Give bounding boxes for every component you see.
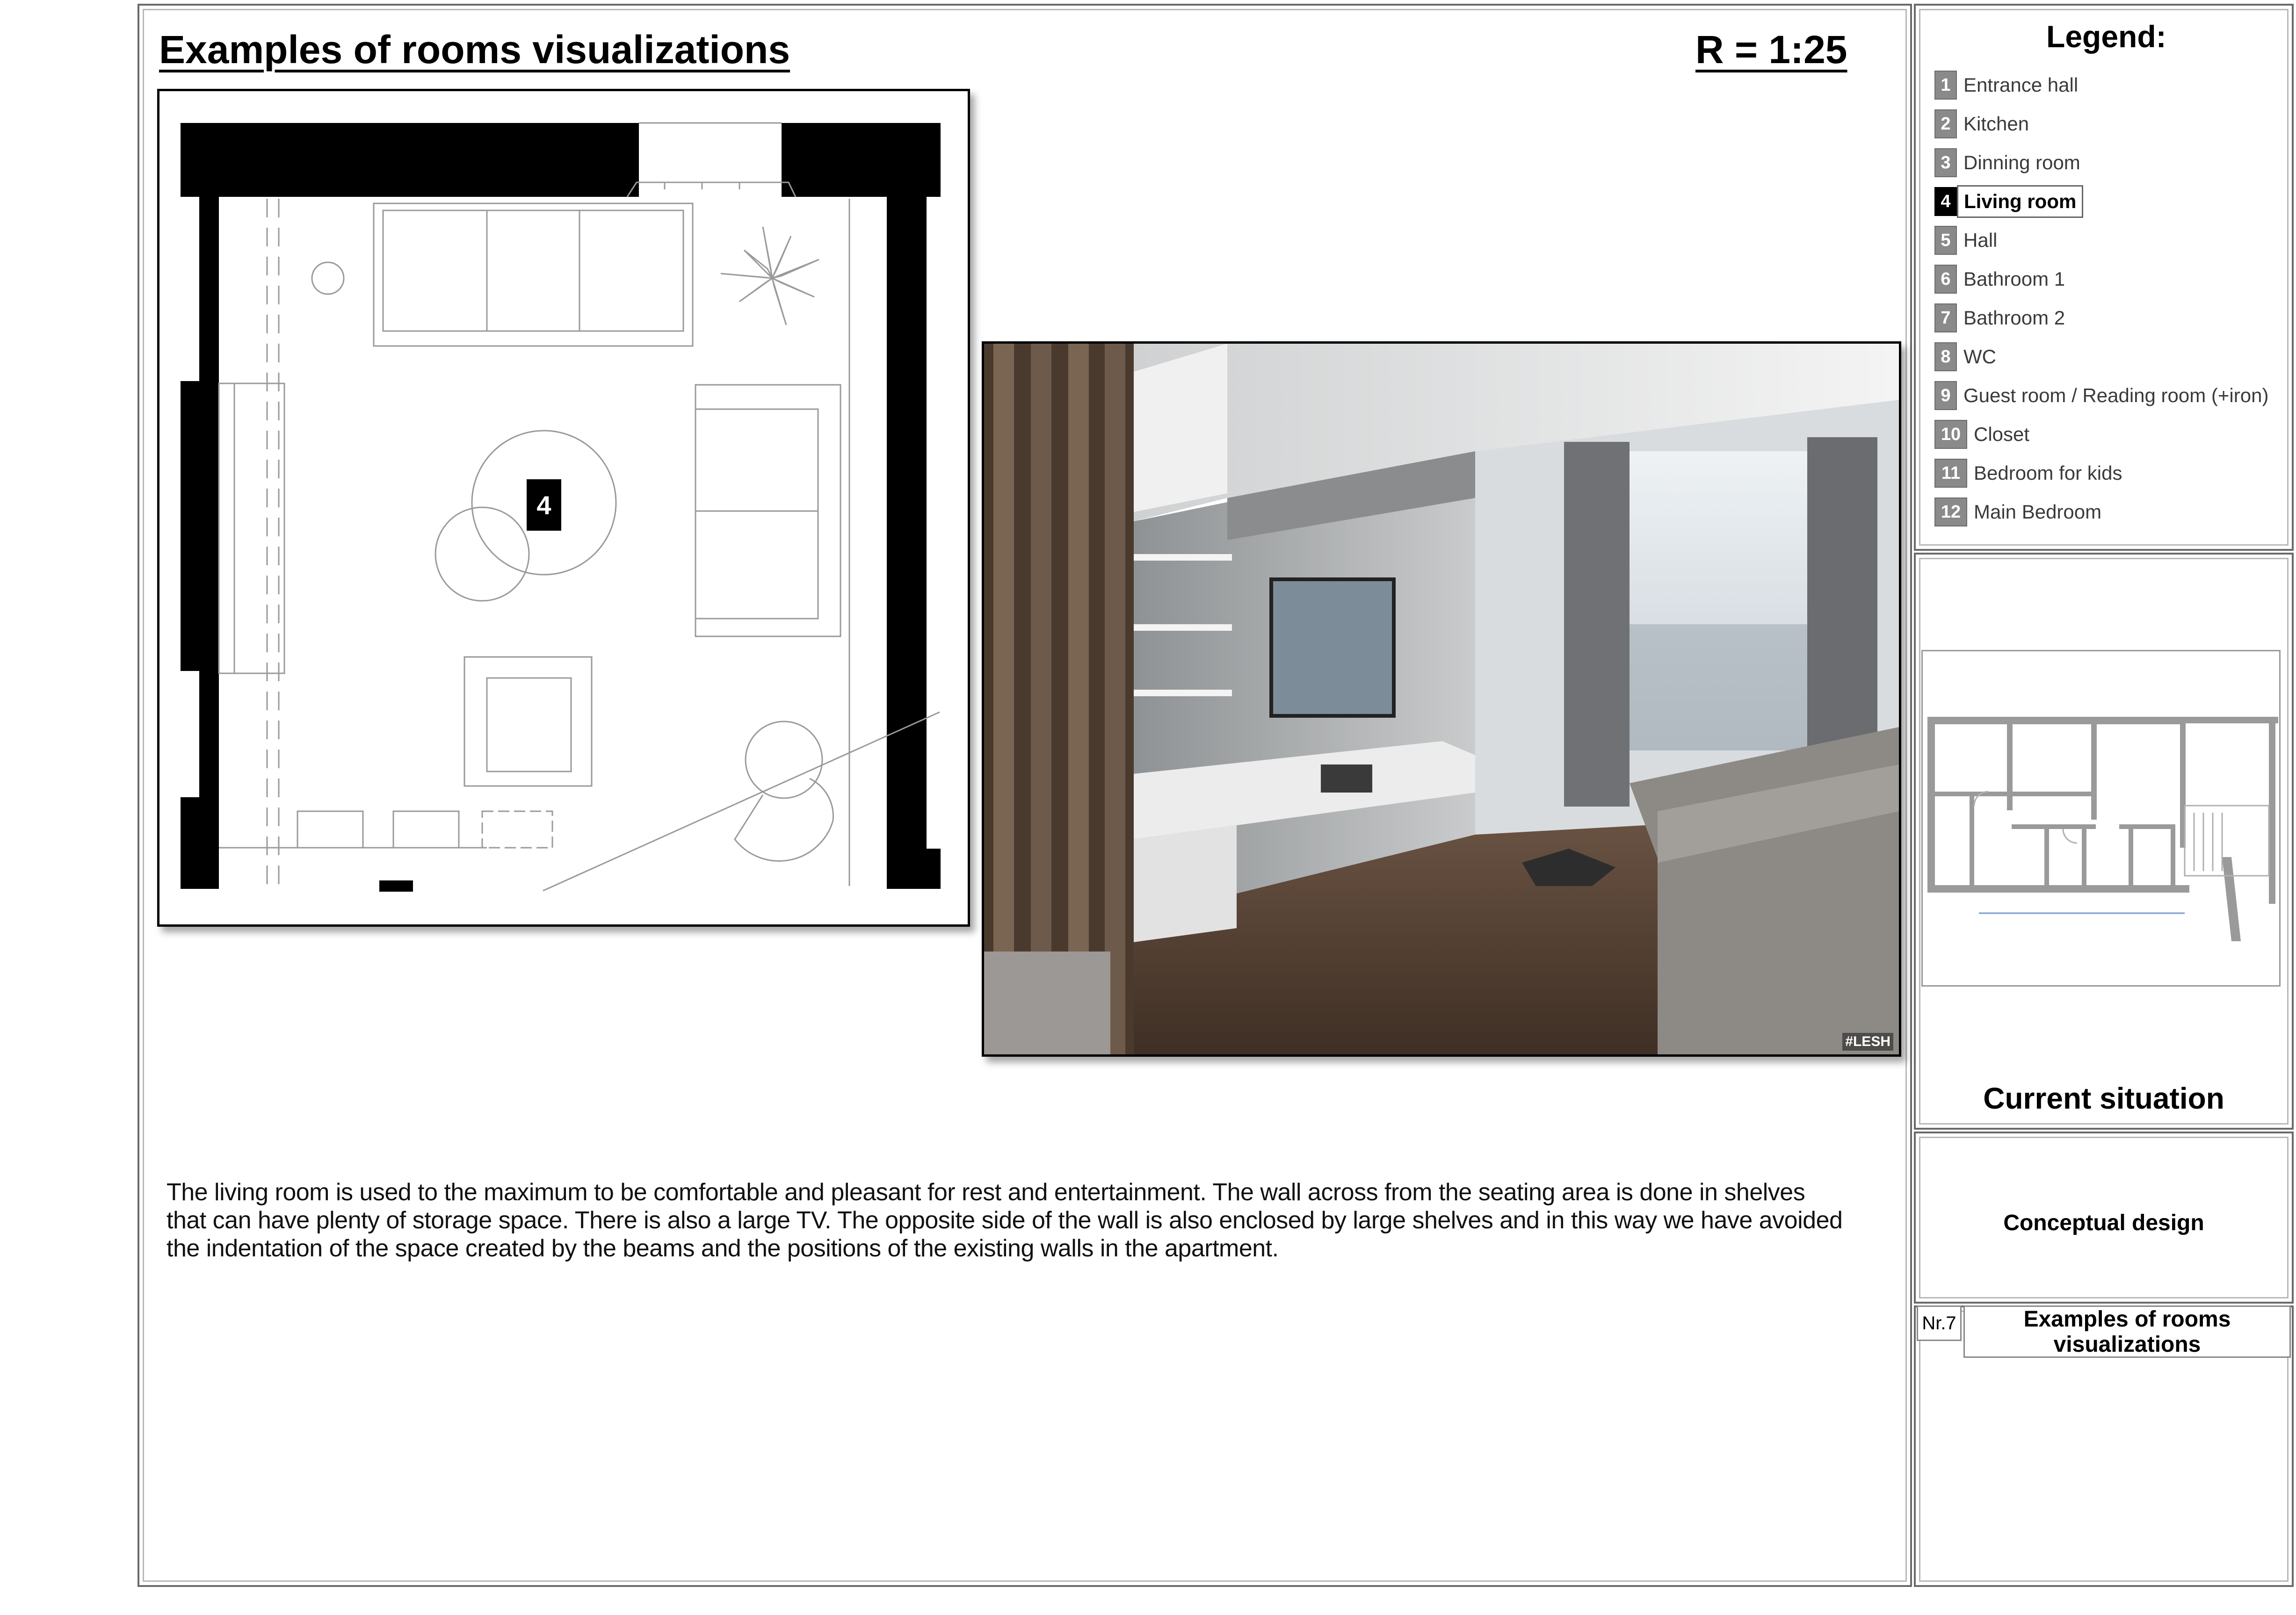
legend-badge: 6	[1934, 265, 1957, 294]
apartment-plan-thumbnail	[1921, 650, 2281, 987]
legend-item-entrance-hall	[1934, 70, 2078, 100]
legend-label: Entrance hall	[1963, 74, 2079, 96]
room-description: The living room is used to the maximum to be comfortable and pleasant for rest and entertainment. The wall across from the seating area is done in shelves that can have plenty of storage space. There is also a large TV. The opposite side of the wall is also enclosed by large shelves and in this way we have avoided the indentation of the space created by the beams and the positions of the existing walls in the apartment.	[167, 1179, 1843, 1262]
sheet-number: Nr.7	[1922, 1312, 1956, 1334]
legend-badge: 4	[1934, 187, 1957, 216]
render-illustration	[984, 344, 1899, 1054]
sheet-number-box	[1917, 1305, 1962, 1341]
legend-badge: 11	[1934, 459, 1967, 488]
legend-item-wc	[1934, 342, 1996, 372]
living-room-floor-plan	[159, 91, 968, 924]
sheet-title-line-2: visualizations	[2053, 1332, 2201, 1357]
legend-badge: 12	[1934, 497, 1967, 526]
sheet-title-line-1: Examples of rooms	[2023, 1307, 2231, 1332]
page-title: Examples of rooms visualizations	[159, 28, 790, 72]
room-marker-number: 4	[536, 490, 551, 520]
legend-label: Kitchen	[1963, 113, 2029, 135]
scale-label: R = 1:25	[1695, 28, 1847, 72]
legend-item-dinning-room	[1934, 148, 2080, 178]
legend-label: Bathroom 2	[1963, 307, 2065, 329]
legend-title: Legend:	[2046, 19, 2166, 54]
legend-item-bedroom-for-kids	[1934, 458, 2122, 488]
legend-badge: 5	[1934, 226, 1957, 255]
floor-plan-frame	[157, 89, 970, 927]
legend-item-hall	[1934, 225, 1997, 255]
room-marker	[527, 479, 561, 531]
legend-badge: 8	[1934, 342, 1957, 371]
current-situation-caption: Current situation	[1983, 1081, 2224, 1115]
legend-item-living-room	[1934, 187, 2083, 216]
living-room-render	[982, 341, 1901, 1057]
legend-item-bathroom-2	[1934, 303, 2065, 333]
legend-label: Dinning room	[1963, 151, 2080, 173]
legend-item-bathroom-1	[1934, 264, 2065, 294]
legend-item-guest-room	[1934, 381, 2268, 411]
legend-badge: 10	[1934, 420, 1967, 449]
render-watermark: #LESH	[1842, 1033, 1893, 1051]
sheet-title-box	[1963, 1305, 2291, 1358]
legend-label: Hall	[1963, 229, 1998, 251]
legend-label: Guest room / Reading room (+iron)	[1963, 384, 2269, 406]
legend-badge: 3	[1934, 148, 1957, 177]
legend-badge: 1	[1934, 71, 1957, 100]
conceptual-design-label: Conceptual design	[2003, 1211, 2204, 1235]
legend-label: Bedroom for kids	[1974, 462, 2122, 484]
legend-item-kitchen	[1934, 109, 2029, 139]
apartment-plan-drawing	[1923, 651, 2279, 985]
legend-label: Living room	[1957, 185, 2083, 218]
legend-item-closet	[1934, 419, 2029, 449]
legend-label: WC	[1963, 346, 1996, 368]
legend-badge: 9	[1934, 381, 1957, 410]
legend-item-main-bedroom	[1934, 497, 2101, 527]
legend-label: Closet	[1974, 423, 2030, 445]
legend-badge: 7	[1934, 303, 1957, 332]
legend-badge: 2	[1934, 109, 1957, 138]
legend-label: Main Bedroom	[1974, 501, 2102, 523]
legend-label: Bathroom 1	[1963, 268, 2065, 290]
